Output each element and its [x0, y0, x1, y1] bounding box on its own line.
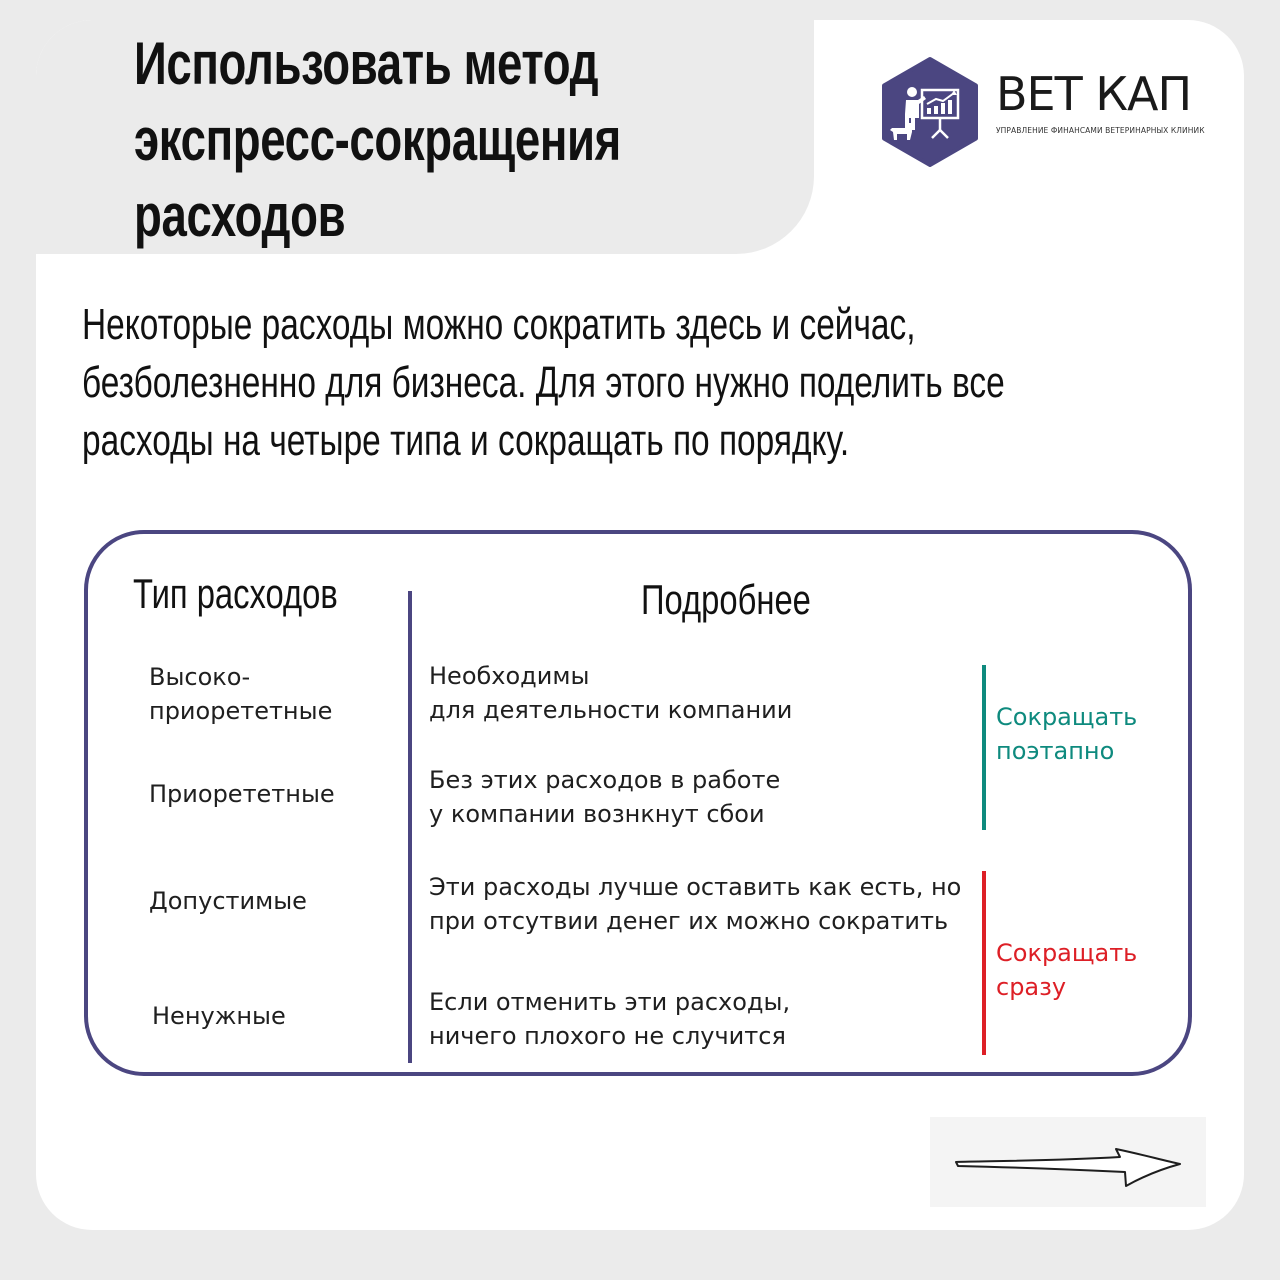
intro-line: расходы на четыре типа и сокращать по порядку. [82, 416, 850, 465]
next-slide-button[interactable] [930, 1117, 1206, 1207]
expense-type-high-priority: Высоко- приорететные [149, 663, 333, 725]
intro-text [82, 296, 1108, 470]
expense-type-priority: Приорететные [149, 780, 335, 808]
expense-detail-acceptable: Эти расходы лучше оставить как есть, но при отсутвии денег их можно сократить [429, 873, 962, 935]
title-line: Использовать метод [134, 30, 599, 97]
brand-tagline: УПРАВЛЕНИЕ ФИНАНСАМИ ВЕТЕРИНАРНЫХ КЛИНИК [996, 126, 1205, 135]
immediate-cut-label: Сокращать сразу [996, 939, 1138, 1001]
brand-logo [880, 56, 1210, 170]
expense-type-acceptable: Допустимые [149, 887, 307, 915]
vet-presentation-hexagon-icon [880, 56, 980, 170]
expense-detail-unnecessary: Если отменить эти расходы, ничего плохого не случится [429, 988, 791, 1050]
gradual-cut-label: Сокращать поэтапно [996, 703, 1138, 765]
intro-line: Некоторые расходы можно сократить здесь и сейчас, [82, 300, 916, 349]
arrow-right-icon [930, 1117, 1206, 1207]
expense-detail-high-priority: Необходимы для деятельности компании [429, 662, 793, 724]
column-header-details: Подробнее [641, 576, 811, 623]
page-title [134, 26, 621, 254]
immediate-group-bar [982, 871, 986, 1055]
gradual-group-bar [982, 665, 986, 830]
expense-detail-priority: Без этих расходов в работе у компании вознкнут сбои [429, 766, 781, 828]
expense-type-unnecessary: Ненужные [152, 1002, 286, 1030]
title-line: экспресс-сокращения [134, 106, 621, 173]
column-divider [408, 591, 412, 1063]
title-line: расходов [134, 182, 346, 249]
column-header-type: Тип расходов [133, 570, 338, 617]
title-tab [36, 20, 814, 254]
content-card [36, 20, 1244, 1230]
brand-name: ВЕТ КАП [996, 67, 1192, 121]
intro-line: безболезненно для бизнеса. Для этого нужно поделить все [82, 358, 1005, 407]
